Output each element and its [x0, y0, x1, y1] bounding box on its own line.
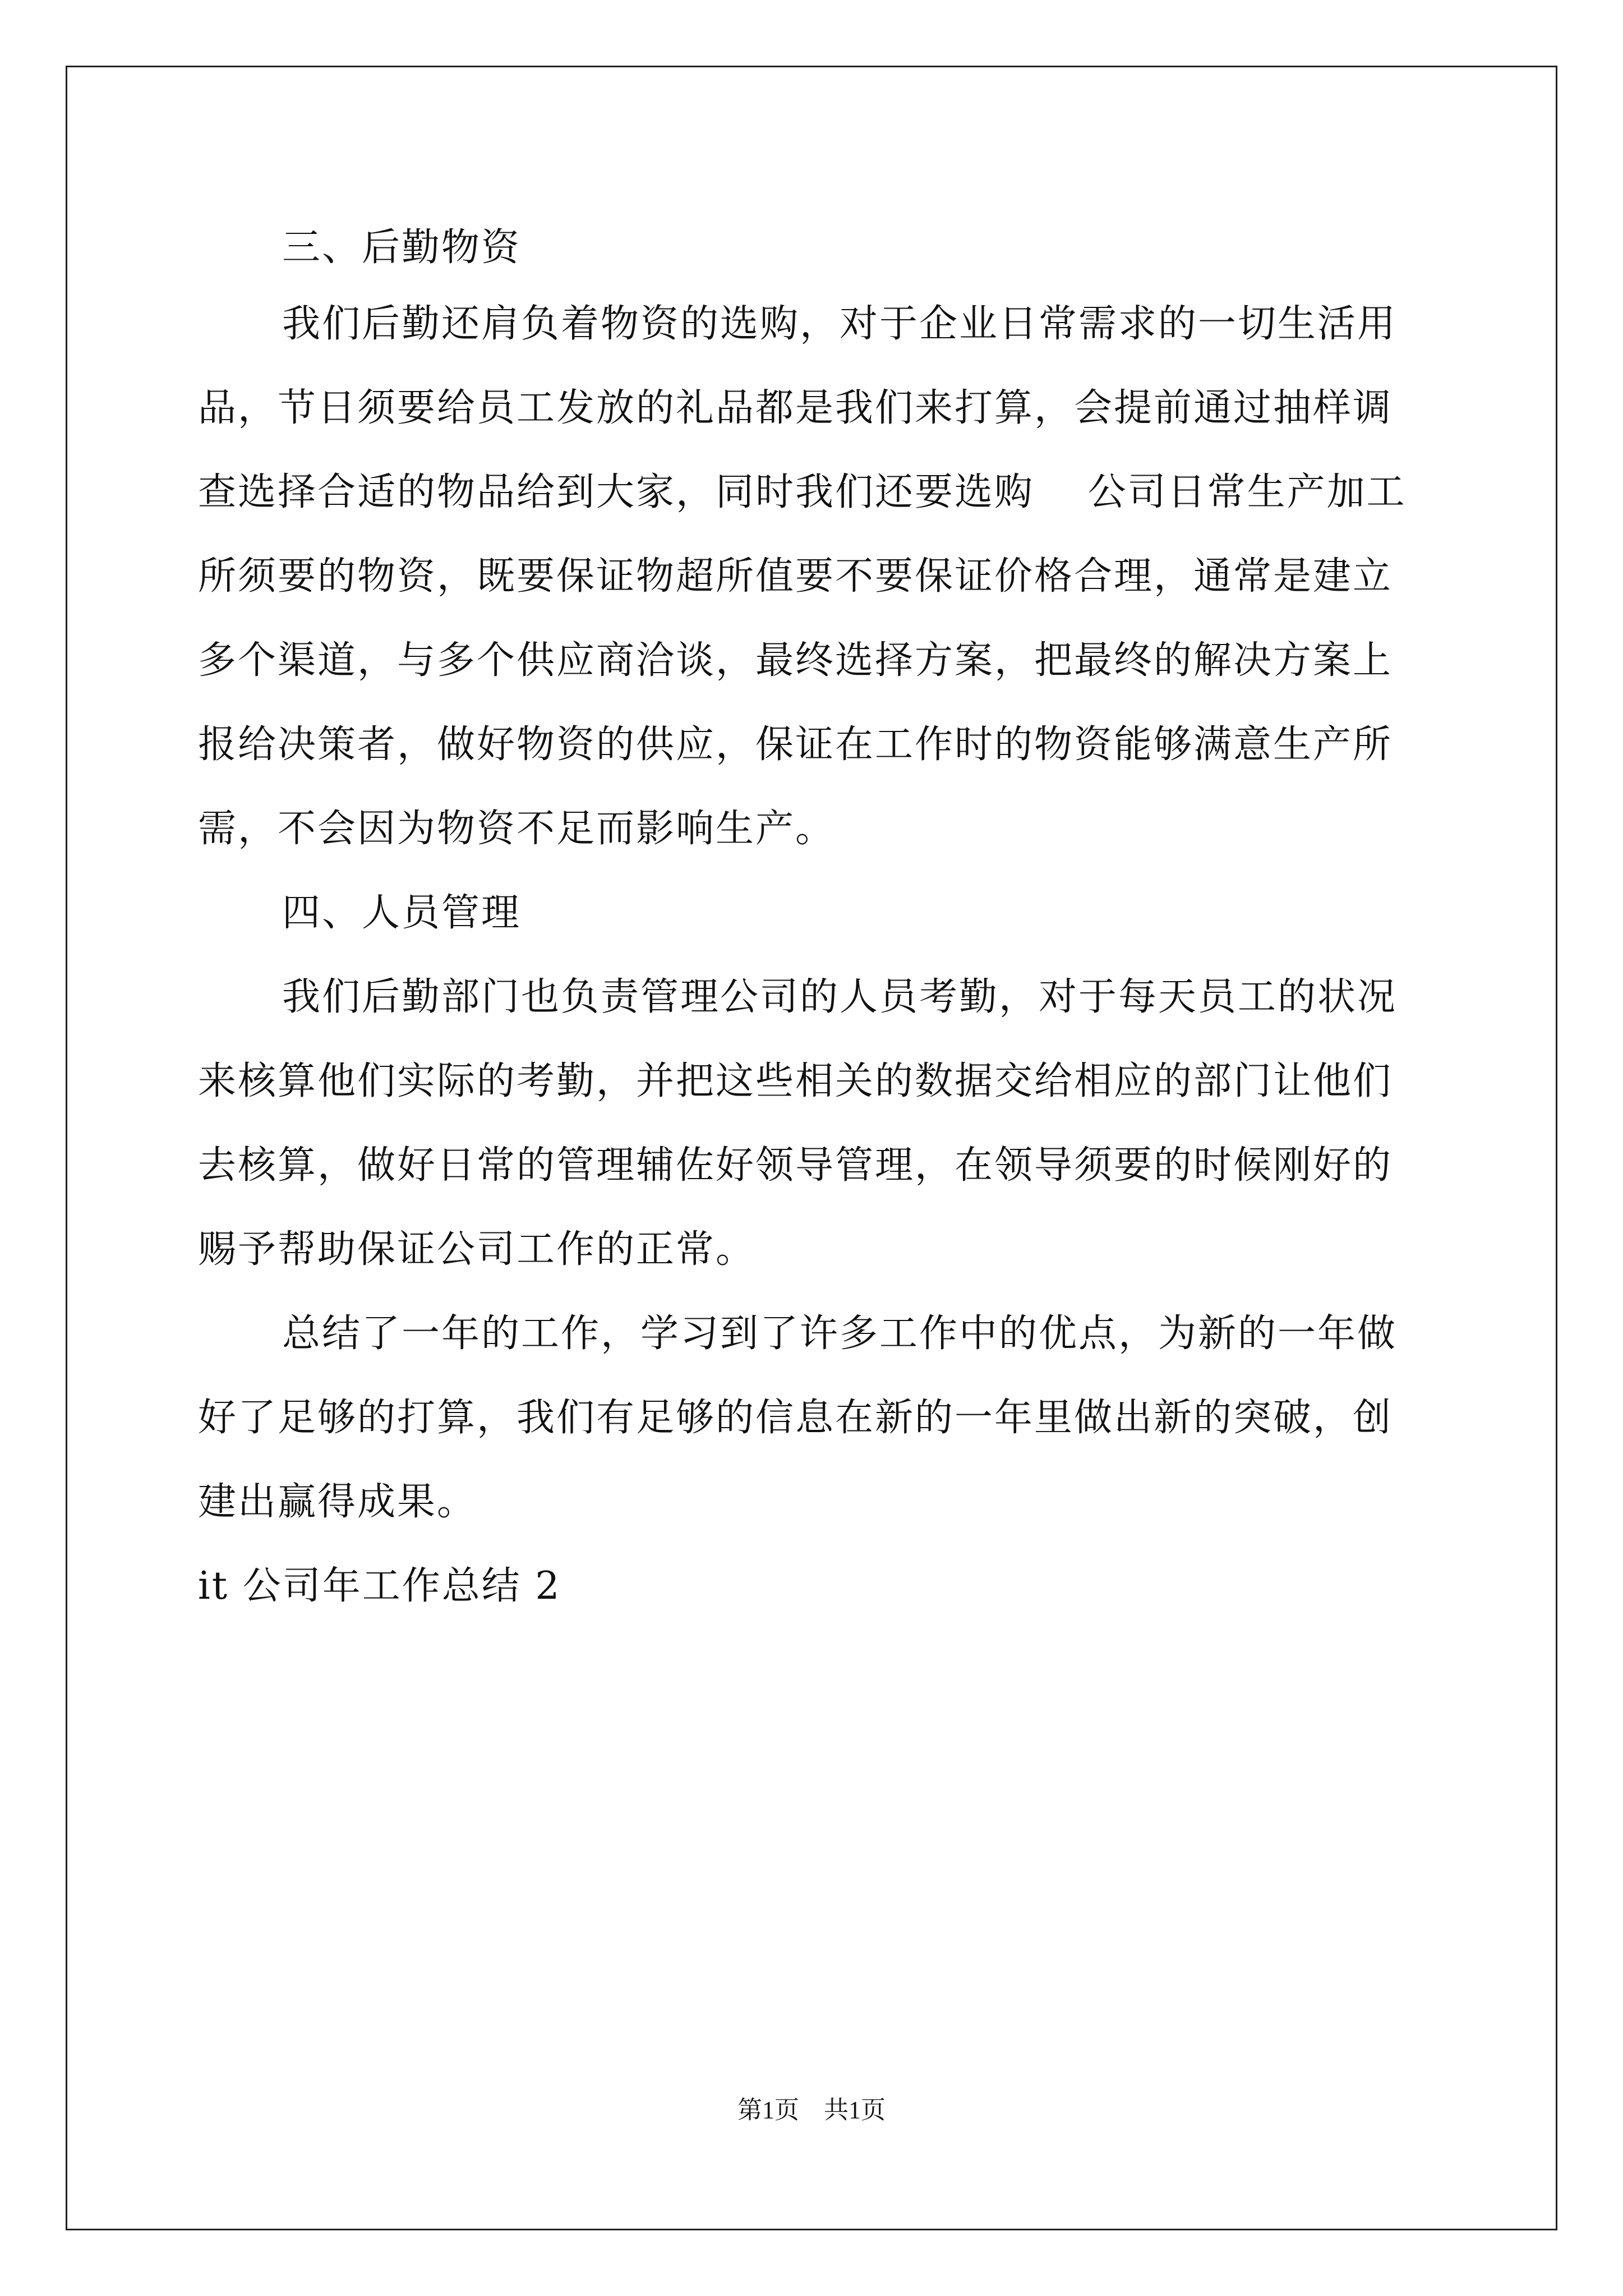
paragraph-line: 需，不会因为物资不足而影响生产。 — [198, 807, 836, 851]
paragraph-line: 好了足够的打算，我们有足够的信息在新的一年里做出新的突破，创 — [198, 1396, 1393, 1440]
section-heading-logistics-supplies: 三、后勤物资 — [282, 226, 522, 270]
section-heading-personnel-management: 四、人员管理 — [282, 891, 522, 935]
page-footer: 第1页 共1页 — [737, 2096, 886, 2124]
document-title-heading: it 公司年工作总结 2 — [198, 1564, 561, 1608]
paragraph-line: 报给决策者，做好物资的供应，保证在工作时的物资能够满意生产所 — [198, 723, 1393, 767]
paragraph-line: 多个渠道，与多个供应商洽谈，最终选择方案，把最终的解决方案上 — [198, 638, 1393, 683]
paragraph-line: 查选择合适的物品给到大家，同时我们还要选购 公司日常生产加工 — [198, 470, 1407, 514]
paragraph-line: 赐予帮助保证公司工作的正常。 — [198, 1227, 756, 1272]
paragraph-line: 来核算他们实际的考勤，并把这些相关的数据交给相应的部门让他们 — [198, 1059, 1393, 1103]
paragraph-line: 我们后勤还肩负着物资的选购，对于企业日常需求的一切生活用 — [282, 302, 1398, 346]
paragraph-line: 去核算，做好日常的管理辅佐好领导管理，在领导须要的时候刚好的 — [198, 1143, 1393, 1188]
paragraph-line: 品，节日须要给员工发放的礼品都是我们来打算，会提前通过抽样调 — [198, 386, 1393, 430]
paragraph-line: 我们后勤部门也负责管理公司的人员考勤，对于每天员工的状况 — [282, 975, 1398, 1019]
paragraph-line: 总结了一年的工作，学习到了许多工作中的优点，为新的一年做 — [282, 1312, 1398, 1356]
paragraph-line: 所须要的物资，既要保证物超所值要不要保证价格合理，通常是建立 — [198, 554, 1393, 599]
paragraph-line: 建出赢得成果。 — [198, 1480, 477, 1524]
